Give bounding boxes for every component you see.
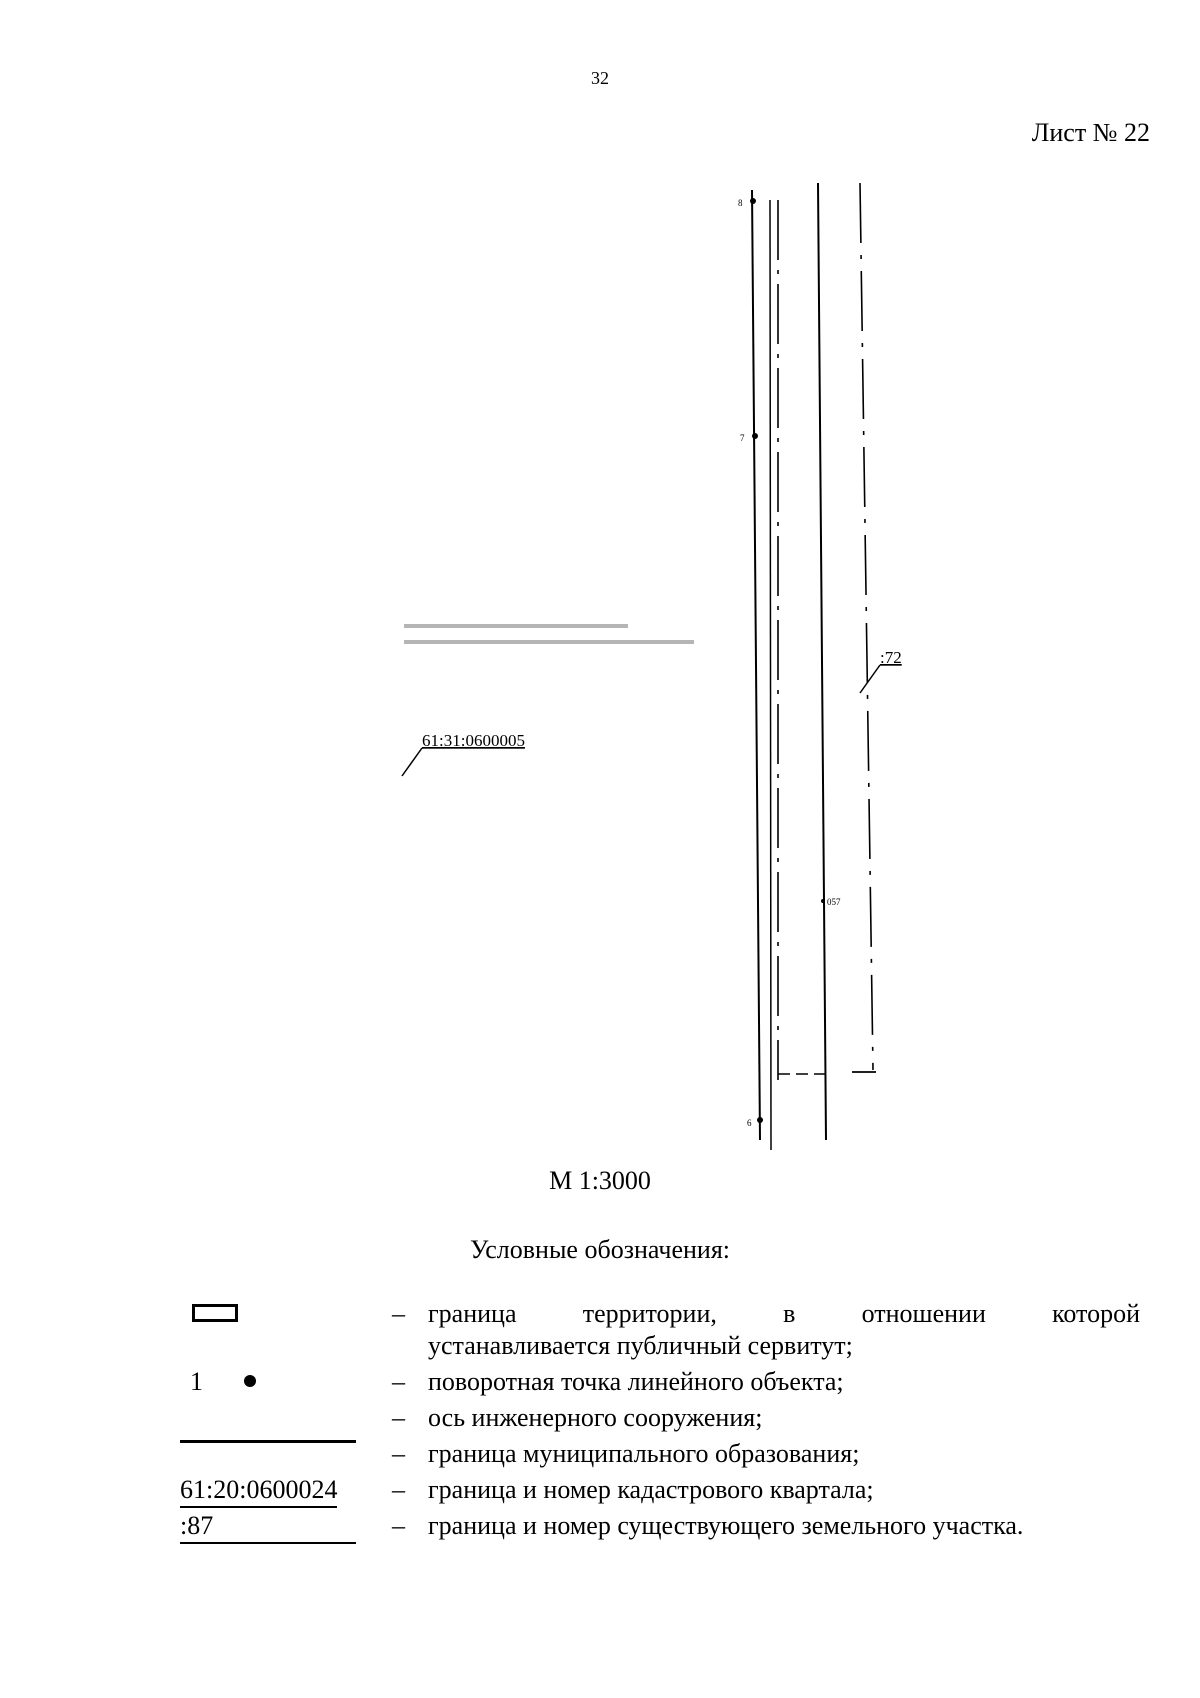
turning-point-6: [757, 1117, 763, 1123]
point-6-label: 6: [747, 1118, 752, 1128]
map-scale: М 1:3000: [549, 1166, 651, 1195]
boundary-line-left-2: [770, 200, 771, 1150]
point-dot-icon: [244, 1375, 256, 1387]
sheet-label: Лист № 22: [1031, 118, 1150, 147]
territory-rect-icon: [192, 1304, 238, 1322]
faded-text-block: [404, 624, 694, 644]
turning-point-7: [752, 433, 758, 439]
engineering-axis-line: [818, 183, 826, 1140]
municipal-boundary-line-icon: [180, 1440, 356, 1443]
parcel-number-sample: :87: [180, 1510, 356, 1544]
page-number: 32: [591, 68, 609, 88]
quarter-number-sample: 61:20:0600024: [180, 1474, 337, 1508]
legend-text-territory-line1: граница территории, в отношении которой: [428, 1299, 1140, 1328]
point-7-label: 7: [740, 433, 745, 443]
legend-row-land-parcel: [180, 1510, 1140, 1542]
legend-dash: –: [392, 1367, 405, 1396]
legend-dash: –: [392, 1475, 405, 1504]
legend-dash: –: [392, 1403, 405, 1432]
legend-dash: –: [392, 1511, 405, 1540]
legend-text-territory-line2: устанавливается публичный сервитут;: [428, 1331, 853, 1360]
legend-text-engineering-axis: ось инженерного сооружения;: [428, 1403, 763, 1432]
legend-row-turning-point: [180, 1366, 1140, 1398]
point-057-label: 057: [827, 897, 841, 907]
boundary-line-left: [752, 190, 760, 1140]
point-8-label: 8: [738, 198, 743, 208]
legend-text-turning-point: поворотная точка линейного объекта;: [428, 1367, 844, 1396]
legend-title: Условные обозначения:: [469, 1235, 731, 1264]
legend-text-cadastral-quarter: граница и номер кадастрового квартала;: [428, 1475, 874, 1504]
turning-point-8: [750, 198, 756, 204]
legend-row-territory: [180, 1298, 1140, 1362]
quarter-leader: [402, 748, 422, 776]
legend-text-land-parcel: граница и номер существующего земельного участка.: [428, 1511, 1024, 1540]
legend-row-cadastral-quarter: [180, 1474, 1140, 1506]
legend-dash: –: [392, 1439, 405, 1468]
parcel-72-label: :72: [880, 648, 902, 667]
legend-row-engineering-axis: [180, 1402, 1140, 1434]
legend-text-municipal-boundary: граница муниципального образования;: [428, 1439, 860, 1468]
legend-row-municipal-boundary: [180, 1438, 1140, 1470]
parcel-72-leader: [860, 665, 880, 693]
legend-dash: –: [392, 1299, 405, 1328]
quarter-number-label: 61:31:0600005: [422, 731, 525, 750]
point-057-marker: [821, 899, 825, 903]
point-number-sample: 1: [190, 1367, 203, 1396]
dashdot-line-2: [860, 183, 873, 1070]
